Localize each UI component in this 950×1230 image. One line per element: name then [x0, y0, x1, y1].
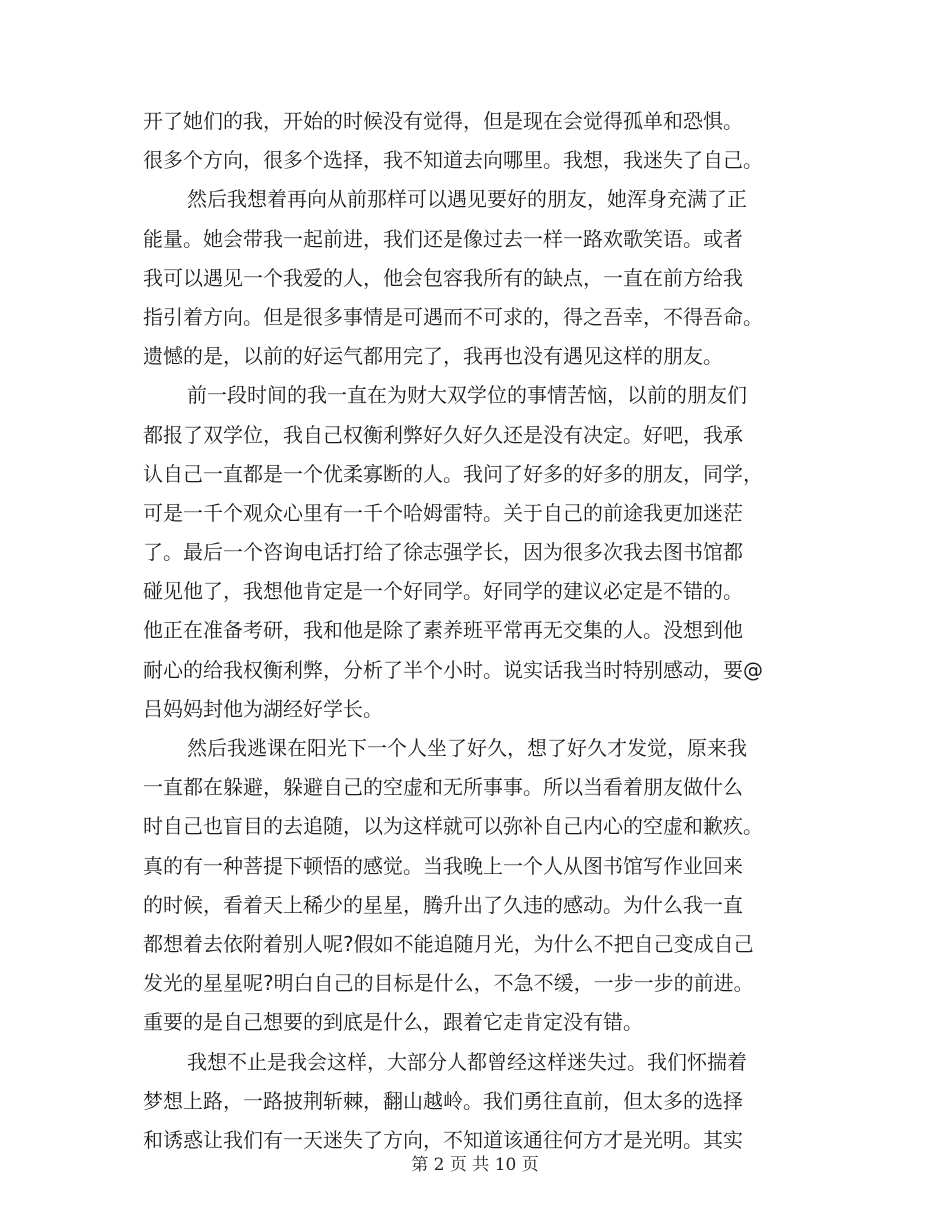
text-line: 他正在准备考研，我和他是除了素养班平常再无交集的人。没想到他: [143, 618, 743, 643]
text-line: 能量。她会带我一起前进，我们还是像过去一样一路欢歌笑语。或者: [143, 226, 743, 251]
text-line: 碰见他了，我想他肯定是一个好同学。好同学的建议必定是不错的。: [143, 579, 743, 604]
paragraph: [143, 729, 808, 1043]
text-line: 时自己也盲目的去追随，以为这样就可以弥补自己内心的空虚和歉疚。: [143, 814, 763, 839]
text-line: 了。最后一个咨询电话打给了徐志强学长，因为很多次我去图书馆都: [143, 540, 743, 565]
text-line: 前一段时间的我一直在为财大双学位的事情苦恼，以前的朋友们: [187, 383, 747, 408]
paragraph: [143, 180, 808, 376]
text-line: 真的有一种菩提下顿悟的感觉。当我晚上一个人从图书馆写作业回来: [143, 853, 743, 878]
text-line: 都想着去依附着别人呢?假如不能追随月光，为什么不把自己变成自己: [143, 931, 754, 956]
text-line: 认自己一直都是一个优柔寡断的人。我问了好多的好多的朋友，同学，: [143, 461, 763, 486]
text-line: 我想不止是我会这样，大部分人都曾经这样迷失过。我们怀揣着: [187, 1049, 747, 1074]
body-text: [143, 102, 808, 1160]
text-line: 和诱惑让我们有一天迷失了方向，不知道该通往何方才是光明。其实: [143, 1127, 743, 1152]
text-line: 可是一千个观众心里有一千个哈姆雷特。关于自己的前途我更加迷茫: [143, 500, 743, 525]
paragraph: [143, 102, 808, 180]
text-line: 吕妈妈封他为湖经好学长。: [143, 696, 383, 721]
text-line: 梦想上路，一路披荆斩棘，翻山越岭。我们勇往直前，但太多的选择: [143, 1088, 743, 1113]
text-line: 耐心的给我权衡利弊，分析了半个小时。说实话我当时特别感动，要@: [143, 657, 763, 682]
text-line: 指引着方向。但是很多事情是可遇而不可求的，得之吾幸，不得吾命。: [143, 304, 763, 329]
text-line: 的时候，看着天上稀少的星星，腾升出了久违的感动。为什么我一直: [143, 892, 743, 917]
text-line: 一直都在躲避，躲避自己的空虚和无所事事。所以当看着朋友做什么: [143, 775, 743, 800]
text-line: 都报了双学位，我自己权衡利弊好久好久还是没有决定。好吧，我承: [143, 422, 743, 447]
text-line: 然后我逃课在阳光下一个人坐了好久，想了好久才发觉，原来我: [187, 736, 747, 760]
text-line: 很多个方向，很多个选择，我不知道去向哪里。我想，我迷失了自己。: [143, 148, 763, 173]
text-line: 然后我想着再向从前那样可以遇见要好的朋友，她浑身充满了正: [187, 187, 747, 212]
text-line: 我可以遇见一个我爱的人，他会包容我所有的缺点，一直在前方给我: [143, 265, 743, 290]
paragraph: [143, 376, 808, 729]
text-line: 开了她们的我，开始的时候没有觉得，但是现在会觉得孤单和恐惧。: [143, 109, 743, 133]
text-line: 发光的星星呢?明白自己的目标是什么，不急不缓，一步一步的前进。: [143, 971, 754, 996]
text-line: 重要的是自己想要的到底是什么，跟着它走肯定没有错。: [143, 1010, 643, 1035]
text-line: 遗憾的是，以前的好运气都用完了，我再也没有遇见这样的朋友。: [143, 344, 723, 369]
paragraph: [143, 1043, 808, 1161]
page-footer: 第 2 页 共 10 页: [411, 1155, 539, 1175]
